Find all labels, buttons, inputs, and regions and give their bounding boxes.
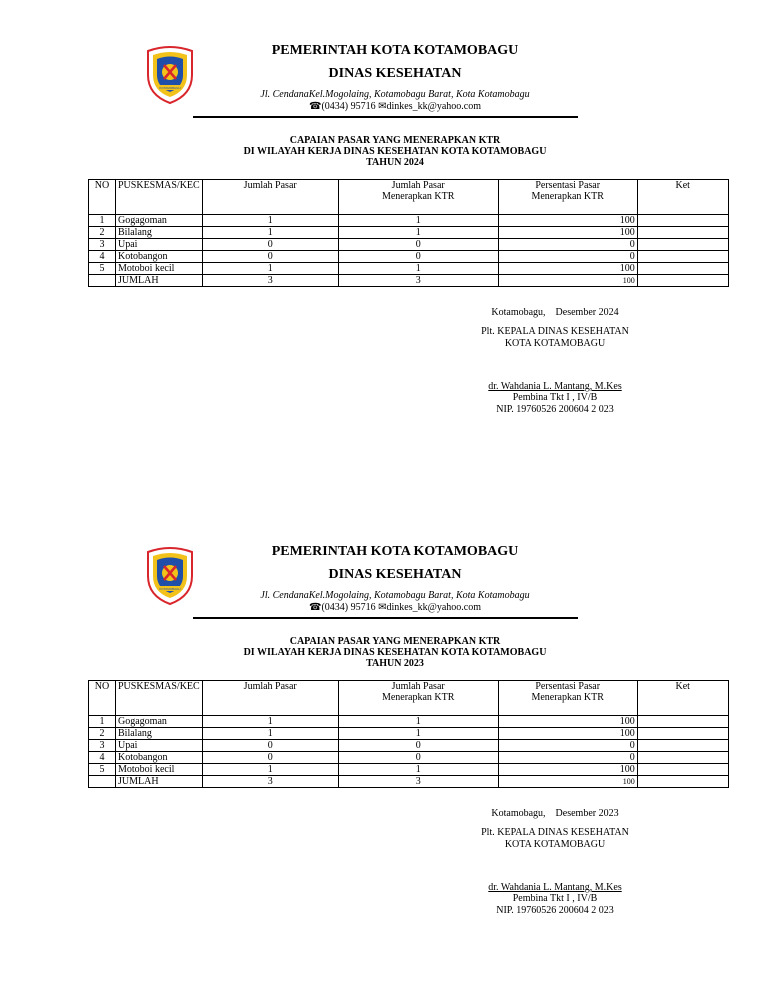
row-menerapkan: 1 — [338, 764, 498, 776]
row-persentasi: 100 — [498, 716, 637, 728]
address: Jl. CendanaKel.Mogolaing, Kotamobagu Barat, Kota Kotamobagu — [260, 590, 530, 601]
row-no: 1 — [89, 716, 116, 728]
row-menerapkan: 3 — [338, 776, 498, 788]
kotamobagu-emblem-logo — [144, 546, 196, 606]
row-ket — [637, 764, 728, 776]
col-persentasi: Persentasi Pasar Menerapkan KTR — [498, 180, 637, 215]
row-no: 1 — [89, 215, 116, 227]
row-no: 4 — [89, 251, 116, 263]
row-ket — [637, 752, 728, 764]
row-persentasi: 0 — [498, 752, 637, 764]
row-persentasi: 100 — [498, 275, 637, 287]
row-no — [89, 275, 116, 287]
contact-info: ☎(0434) 95716 ✉dinkes_kk@yahoo.com — [309, 101, 481, 112]
signatory-rank: Pembina Tkt I , IV/B — [512, 893, 598, 904]
row-ket — [637, 239, 728, 251]
row-jumlah-pasar: 3 — [202, 275, 338, 287]
department-name: DINAS KESEHATAN — [328, 66, 462, 81]
row-persentasi: 0 — [498, 251, 637, 263]
org-name: PEMERINTAH KOTA KOTAMOBAGU — [271, 43, 519, 58]
row-menerapkan: 0 — [338, 239, 498, 251]
table-row — [89, 251, 729, 263]
row-persentasi: 100 — [498, 215, 637, 227]
row-menerapkan: 1 — [338, 728, 498, 740]
row-menerapkan: 0 — [338, 752, 498, 764]
row-no: 5 — [89, 764, 116, 776]
row-persentasi: 100 — [498, 263, 637, 275]
signatory-name: dr. Wahdania L. Mantang, M.Kes — [488, 882, 622, 893]
department-name: DINAS KESEHATAN — [328, 567, 462, 582]
row-puskesmas: Upai — [116, 740, 203, 752]
col-puskesmas: PUSKESMAS/KEC — [116, 180, 203, 215]
col-menerapkan: Jumlah Pasar Menerapkan KTR — [338, 180, 498, 215]
table-row — [89, 752, 729, 764]
row-puskesmas: Bilalang — [116, 227, 203, 239]
report-year: TAHUN 2023 — [366, 658, 424, 669]
col-no: NO — [89, 681, 116, 716]
row-jumlah-pasar: 0 — [202, 752, 338, 764]
table-header — [89, 681, 729, 716]
row-menerapkan: 1 — [338, 215, 498, 227]
row-puskesmas: Bilalang — [116, 728, 203, 740]
signature-position-city: KOTA KOTAMOBAGU — [504, 338, 606, 349]
signatory-nip: NIP. 19760526 200604 2 023 — [496, 404, 614, 415]
contact-info: ☎(0434) 95716 ✉dinkes_kk@yahoo.com — [309, 602, 481, 613]
row-jumlah-pasar: 1 — [202, 716, 338, 728]
row-menerapkan: 0 — [338, 740, 498, 752]
row-jumlah-pasar: 3 — [202, 776, 338, 788]
letterhead-divider — [193, 116, 578, 118]
row-menerapkan: 0 — [338, 251, 498, 263]
row-puskesmas: JUMLAH — [116, 776, 203, 788]
table-row — [89, 239, 729, 251]
row-persentasi: 100 — [498, 764, 637, 776]
row-no: 2 — [89, 728, 116, 740]
svg-text:KOTAMOBAGU: KOTAMOBAGU — [159, 86, 181, 90]
row-no: 4 — [89, 752, 116, 764]
row-no: 3 — [89, 740, 116, 752]
address: Jl. CendanaKel.Mogolaing, Kotamobagu Barat, Kota Kotamobagu — [260, 89, 530, 100]
table-row — [89, 263, 729, 275]
row-menerapkan: 1 — [338, 227, 498, 239]
row-puskesmas: Gogagoman — [116, 215, 203, 227]
row-jumlah-pasar: 0 — [202, 740, 338, 752]
row-ket — [637, 776, 728, 788]
row-ket — [637, 215, 728, 227]
table-row — [89, 764, 729, 776]
table-row — [89, 227, 729, 239]
table-row — [89, 275, 729, 287]
row-ket — [637, 227, 728, 239]
table-row — [89, 716, 729, 728]
report-title: CAPAIAN PASAR YANG MENERAPKAN KTR — [289, 636, 501, 647]
col-jumlah-pasar: Jumlah Pasar — [202, 681, 338, 716]
letterhead-divider — [193, 617, 578, 619]
row-jumlah-pasar: 1 — [202, 263, 338, 275]
svg-text:KOTAMOBAGU: KOTAMOBAGU — [159, 587, 181, 591]
report-title: CAPAIAN PASAR YANG MENERAPKAN KTR — [289, 135, 501, 146]
report-subtitle: DI WILAYAH KERJA DINAS KESEHATAN KOTA KOTAMOBAGU — [243, 647, 547, 658]
col-no: NO — [89, 180, 116, 215]
row-no: 2 — [89, 227, 116, 239]
row-ket — [637, 263, 728, 275]
signatory-name: dr. Wahdania L. Mantang, M.Kes — [488, 381, 622, 392]
col-jumlah-pasar: Jumlah Pasar — [202, 180, 338, 215]
row-jumlah-pasar: 0 — [202, 239, 338, 251]
row-persentasi: 0 — [498, 740, 637, 752]
row-persentasi: 0 — [498, 239, 637, 251]
col-ket: Ket — [637, 180, 728, 215]
row-puskesmas: JUMLAH — [116, 275, 203, 287]
row-menerapkan: 1 — [338, 716, 498, 728]
row-puskesmas: Upai — [116, 239, 203, 251]
org-name: PEMERINTAH KOTA KOTAMOBAGU — [271, 544, 519, 559]
table-row — [89, 215, 729, 227]
signature-place-date: Kotamobagu, Desember 2024 — [491, 307, 619, 318]
kotamobagu-emblem-logo — [144, 45, 196, 105]
row-ket — [637, 740, 728, 752]
signature-position-city: KOTA KOTAMOBAGU — [504, 839, 606, 850]
row-puskesmas: Gogagoman — [116, 716, 203, 728]
row-puskesmas: Kotobangon — [116, 752, 203, 764]
row-menerapkan: 1 — [338, 263, 498, 275]
row-jumlah-pasar: 1 — [202, 764, 338, 776]
row-no — [89, 776, 116, 788]
row-puskesmas: Kotobangon — [116, 251, 203, 263]
row-ket — [637, 251, 728, 263]
row-persentasi: 100 — [498, 227, 637, 239]
col-ket: Ket — [637, 681, 728, 716]
row-persentasi: 100 — [498, 728, 637, 740]
col-puskesmas: PUSKESMAS/KEC — [116, 681, 203, 716]
signatory-rank: Pembina Tkt I , IV/B — [512, 392, 598, 403]
row-jumlah-pasar: 1 — [202, 728, 338, 740]
report-subtitle: DI WILAYAH KERJA DINAS KESEHATAN KOTA KOTAMOBAGU — [243, 146, 547, 157]
row-jumlah-pasar: 1 — [202, 215, 338, 227]
report-year: TAHUN 2024 — [366, 157, 424, 168]
signature-position: Plt. KEPALA DINAS KESEHATAN — [481, 326, 629, 337]
col-menerapkan: Jumlah Pasar Menerapkan KTR — [338, 681, 498, 716]
row-ket — [637, 716, 728, 728]
col-persentasi: Persentasi Pasar Menerapkan KTR — [498, 681, 637, 716]
row-jumlah-pasar: 1 — [202, 227, 338, 239]
table-row — [89, 740, 729, 752]
row-jumlah-pasar: 0 — [202, 251, 338, 263]
report-table — [88, 680, 729, 788]
row-ket — [637, 728, 728, 740]
row-ket — [637, 275, 728, 287]
row-no: 5 — [89, 263, 116, 275]
report-table — [88, 179, 729, 287]
signature-place-date: Kotamobagu, Desember 2023 — [491, 808, 619, 819]
row-no: 3 — [89, 239, 116, 251]
row-puskesmas: Motoboi kecil — [116, 263, 203, 275]
row-puskesmas: Motoboi kecil — [116, 764, 203, 776]
table-header — [89, 180, 729, 215]
signature-position: Plt. KEPALA DINAS KESEHATAN — [481, 827, 629, 838]
signatory-nip: NIP. 19760526 200604 2 023 — [496, 905, 614, 916]
table-row — [89, 728, 729, 740]
table-row — [89, 776, 729, 788]
row-menerapkan: 3 — [338, 275, 498, 287]
row-persentasi: 100 — [498, 776, 637, 788]
